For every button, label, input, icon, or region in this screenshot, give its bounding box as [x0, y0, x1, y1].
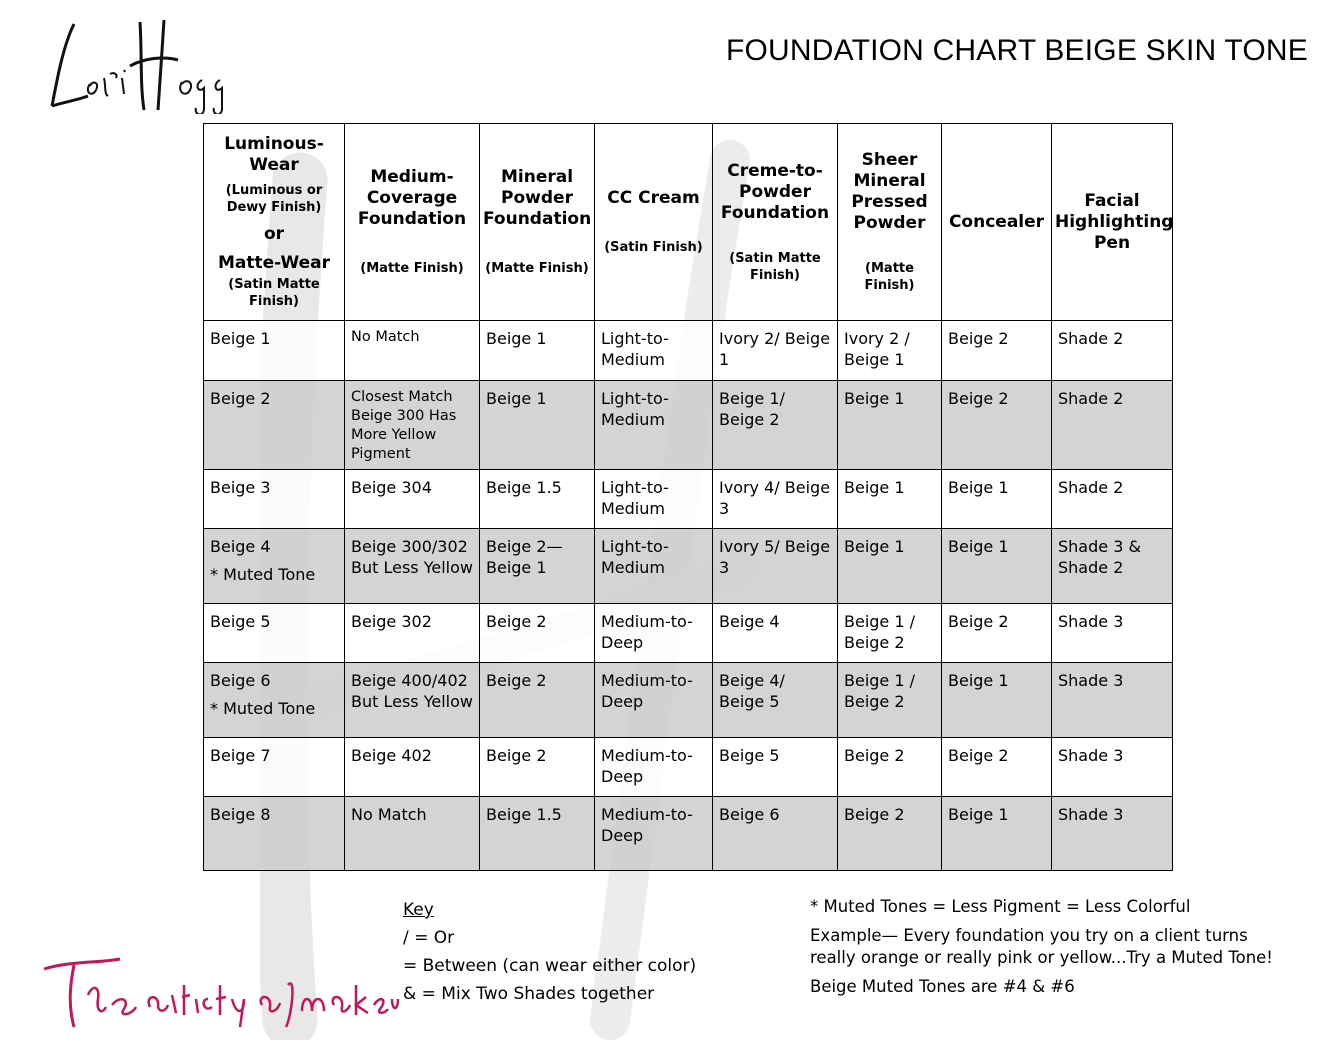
tagline-script-icon — [40, 955, 400, 1035]
table-cell — [942, 321, 1052, 381]
table-cell — [713, 604, 838, 663]
table-row — [204, 797, 1173, 871]
table-cell — [204, 738, 345, 797]
table-cell — [345, 663, 480, 738]
table-cell — [595, 529, 713, 604]
table-cell — [204, 663, 345, 738]
cell-text: Medium-to-Deep — [601, 612, 693, 652]
cell-text: Medium-to-Deep — [601, 671, 693, 711]
table-cell — [713, 663, 838, 738]
cell-text: Beige 2 — [948, 746, 1009, 765]
cell-text: Shade 2 — [1058, 389, 1124, 408]
table-cell — [595, 604, 713, 663]
cell-text: Beige 1 — [948, 671, 1009, 690]
table-cell — [1052, 797, 1173, 871]
cell-text: Ivory 5/ Beige 3 — [719, 537, 831, 577]
cell-text: Beige 2 — [486, 612, 547, 631]
table-cell — [204, 470, 345, 529]
table-cell — [942, 470, 1052, 529]
table-cell — [713, 321, 838, 381]
table-cell — [480, 738, 595, 797]
table-cell — [345, 381, 480, 470]
notes-block — [810, 896, 1280, 1005]
cell-text: Shade 2 — [1058, 478, 1124, 497]
table-cell — [713, 470, 838, 529]
table-cell — [480, 470, 595, 529]
cell-text: Beige 7 — [210, 746, 271, 765]
cell-text: Shade 3 — [1058, 805, 1124, 824]
table-cell — [1052, 604, 1173, 663]
table-cell — [838, 797, 942, 871]
cell-text: Shade 3 — [1058, 612, 1124, 631]
table-cell — [345, 604, 480, 663]
cell-text: Beige 4 — [210, 537, 271, 556]
table-cell — [595, 470, 713, 529]
col-header-creme-to-powder: Creme-to-Powder Foundation (Satin Matte Finish) — [713, 124, 838, 321]
brand-logo — [44, 14, 224, 114]
cell-text: Light-to-Medium — [601, 537, 669, 577]
table-cell — [595, 738, 713, 797]
table-cell — [942, 529, 1052, 604]
cell-text: Beige 4/ Beige 5 — [719, 671, 785, 711]
note-beige-muted: Beige Muted Tones are #4 & #6 — [810, 977, 1075, 996]
table-cell — [595, 797, 713, 871]
cell-text: Medium-to-Deep — [601, 746, 693, 786]
table-cell — [595, 321, 713, 381]
table-cell — [838, 381, 942, 470]
key-item-mix: & = Mix Two Shades together — [403, 984, 655, 1004]
table-cell — [204, 381, 345, 470]
cell-text: Beige 6 — [210, 671, 271, 690]
table-cell — [204, 604, 345, 663]
cell-text: Beige 1 — [948, 537, 1009, 556]
table-cell — [204, 321, 345, 381]
cell-text: Beige 1.5 — [486, 478, 562, 497]
cell-text: Beige 400/402 But Less Yellow — [351, 671, 473, 711]
cell-text: Beige 8 — [210, 805, 271, 824]
table-cell — [838, 529, 942, 604]
cell-text: Beige 2 — [844, 746, 905, 765]
table-cell — [838, 663, 942, 738]
table-cell — [595, 381, 713, 470]
cell-text: Beige 2 — [948, 612, 1009, 631]
cell-text: Ivory 4/ Beige 3 — [719, 478, 831, 518]
table-row — [204, 663, 1173, 738]
table-cell — [713, 738, 838, 797]
cell-text: Beige 5 — [210, 612, 271, 631]
col-header-cc-cream: CC Cream (Satin Finish) — [595, 124, 713, 321]
cell-text: Light-to-Medium — [601, 389, 669, 429]
cell-text: Beige 1 / Beige 2 — [844, 612, 916, 652]
key-legend — [403, 896, 696, 1008]
table-row — [204, 529, 1173, 604]
cell-text: Beige 2 — [486, 671, 547, 690]
table-cell — [345, 470, 480, 529]
table-cell — [838, 321, 942, 381]
table-cell — [1052, 663, 1173, 738]
table-cell — [345, 321, 480, 381]
note-muted-tones: * Muted Tones = Less Pigment = Less Colorful — [810, 897, 1191, 916]
table-row — [204, 321, 1173, 381]
table-cell — [713, 797, 838, 871]
cell-text: Beige 1 — [844, 389, 905, 408]
table-cell — [480, 604, 595, 663]
cell-text: Beige 1 — [948, 478, 1009, 497]
cell-text: Shade 2 — [1058, 329, 1124, 348]
cell-text: Beige 1 — [948, 805, 1009, 824]
cell-text: Beige 3 — [210, 478, 271, 497]
col-header-sheer-mineral: Sheer Mineral Pressed Powder (Matte Finish) — [838, 124, 942, 321]
key-item-between: = Between (can wear either color) — [403, 956, 697, 976]
col-header-highlighting-pen: Facial Highlighting Pen — [1052, 124, 1173, 321]
table-cell — [838, 604, 942, 663]
key-heading: Key — [403, 900, 434, 920]
table-cell — [204, 797, 345, 871]
table-cell — [345, 797, 480, 871]
header-row — [204, 124, 1173, 321]
key-item-or: / = Or — [403, 928, 455, 948]
cell-text: Beige 1 — [844, 537, 905, 556]
table-cell — [942, 797, 1052, 871]
table-cell — [204, 529, 345, 604]
cell-text: No Match — [351, 805, 427, 824]
col-header-mineral-powder: Mineral Powder Foundation (Matte Finish) — [480, 124, 595, 321]
page-title: FOUNDATION CHART BEIGE SKIN TONE — [725, 34, 1308, 67]
cell-text: No Match — [351, 329, 420, 345]
cell-text: Beige 1 — [486, 329, 547, 348]
cell-text: Shade 3 — [1058, 746, 1124, 765]
table-cell — [480, 381, 595, 470]
table-cell — [595, 663, 713, 738]
table-cell — [1052, 738, 1173, 797]
foundation-chart-table — [203, 123, 1173, 871]
table-cell — [713, 381, 838, 470]
table-cell — [942, 604, 1052, 663]
table-row — [204, 470, 1173, 529]
cell-text: Beige 302 — [351, 612, 432, 631]
brand-tagline — [40, 955, 400, 1045]
cell-text: Closest Match Beige 300 Has More Yellow Pigment — [351, 389, 457, 462]
cell-text: Beige 2 — [844, 805, 905, 824]
col-header-medium-coverage: Medium-Coverage Foundation (Matte Finish) — [345, 124, 480, 321]
cell-text: Beige 1 — [210, 329, 271, 348]
table-cell — [345, 738, 480, 797]
cell-text: Beige 304 — [351, 478, 432, 497]
table-row — [204, 738, 1173, 797]
cell-text: Beige 1 — [844, 478, 905, 497]
cell-text: Ivory 2/ Beige 1 — [719, 329, 831, 369]
table-cell — [1052, 529, 1173, 604]
table-cell — [480, 663, 595, 738]
cell-text: Light-to-Medium — [601, 478, 669, 518]
cell-text: Beige 6 — [719, 805, 780, 824]
cell-text: Beige 2 — [486, 746, 547, 765]
table-cell — [345, 529, 480, 604]
table-cell — [480, 529, 595, 604]
cell-text: Beige 4 — [719, 612, 780, 631]
col-header-luminous-matte: Luminous-Wear (Luminous or Dewy Finish) or Matte-Wear (Satin Matte Finish) — [204, 124, 345, 321]
cell-text: Shade 3 — [1058, 671, 1124, 690]
cell-text: Medium-to-Deep — [601, 805, 693, 845]
table-cell — [1052, 321, 1173, 381]
table-cell — [480, 797, 595, 871]
signature-logo-icon — [44, 14, 224, 114]
col-header-concealer: Concealer — [942, 124, 1052, 321]
table-cell — [480, 321, 595, 381]
cell-text: Beige 1.5 — [486, 805, 562, 824]
cell-text: Beige 300/302 But Less Yellow — [351, 537, 473, 577]
cell-text: Ivory 2 / Beige 1 — [844, 329, 910, 369]
muted-tone-note: * Muted Tone — [210, 565, 316, 584]
table-cell — [1052, 470, 1173, 529]
cell-text: Beige 2 — [210, 389, 271, 408]
table-row — [204, 604, 1173, 663]
note-example: Example— Every foundation you try on a client turns really orange or really pink or yellow...Try a Muted Tone! — [810, 926, 1273, 967]
table-cell — [838, 470, 942, 529]
table-cell — [838, 738, 942, 797]
cell-text: Beige 5 — [719, 746, 780, 765]
table-cell — [942, 738, 1052, 797]
cell-text: Beige 1 — [486, 389, 547, 408]
table-cell — [1052, 381, 1173, 470]
muted-tone-note: * Muted Tone — [210, 699, 316, 718]
cell-text: Beige 2— Beige 1 — [486, 537, 563, 577]
table-row — [204, 381, 1173, 470]
table-cell — [713, 529, 838, 604]
cell-text: Beige 1/ Beige 2 — [719, 389, 785, 429]
cell-text: Light-to-Medium — [601, 329, 669, 369]
cell-text: Shade 3 & Shade 2 — [1058, 537, 1141, 577]
cell-text: Beige 2 — [948, 329, 1009, 348]
table-cell — [942, 663, 1052, 738]
cell-text: Beige 402 — [351, 746, 432, 765]
cell-text: Beige 1 / Beige 2 — [844, 671, 916, 711]
cell-text: Beige 2 — [948, 389, 1009, 408]
table-cell — [942, 381, 1052, 470]
